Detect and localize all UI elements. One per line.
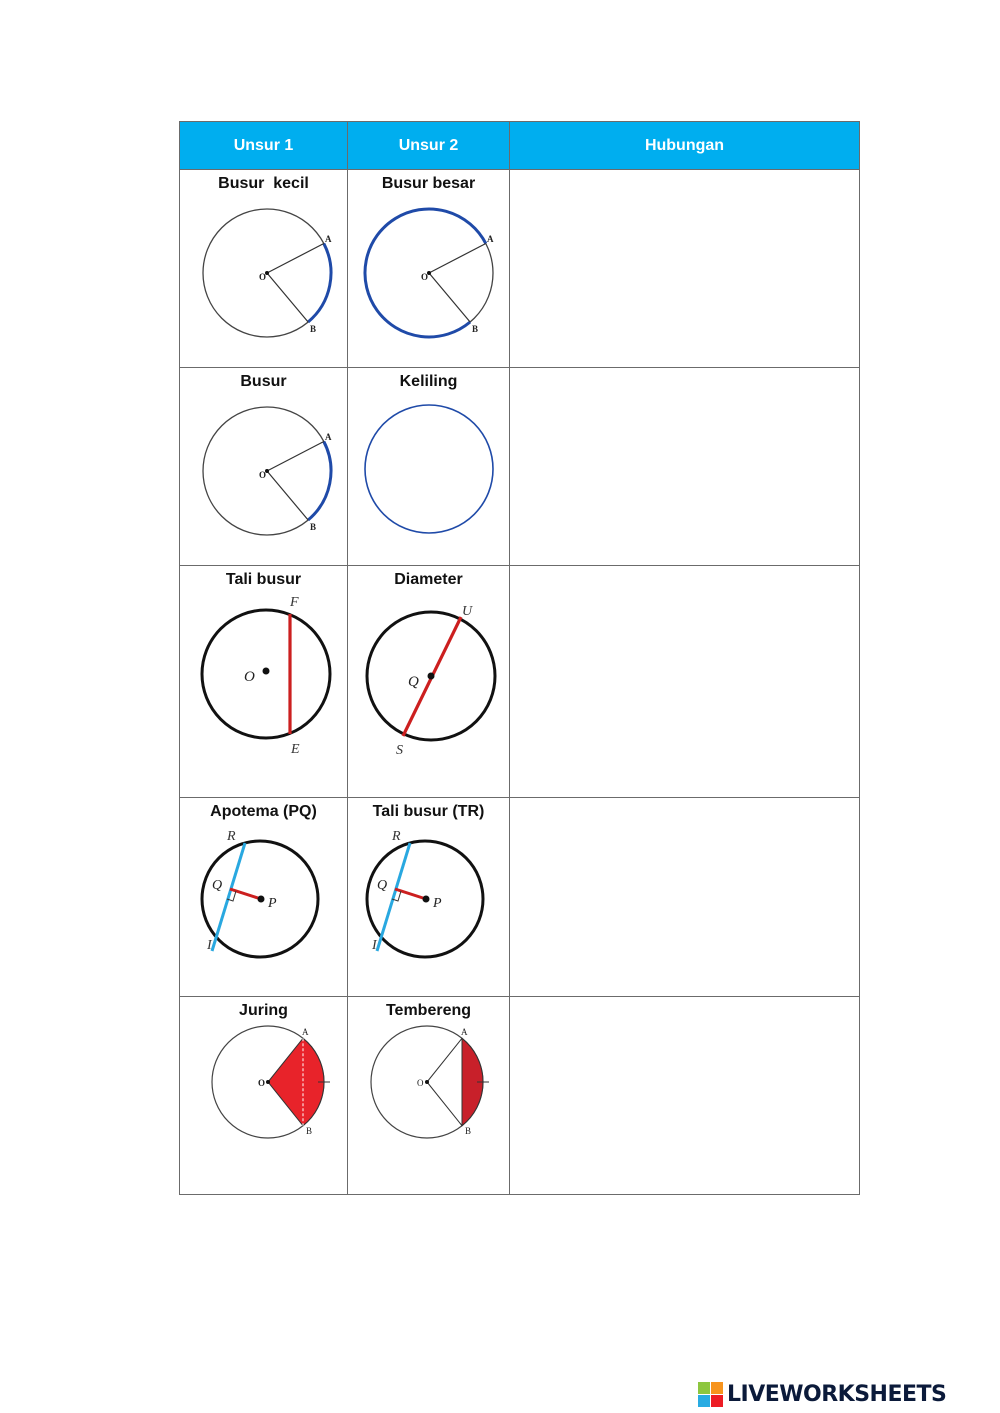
header-unsur-2: Unsur 2: [348, 122, 510, 170]
header-row: [180, 122, 860, 170]
header-unsur-1: Unsur 1: [180, 122, 348, 170]
label-u: U: [461, 604, 472, 619]
circumference-figure: [349, 391, 509, 561]
worksheet-table: [179, 121, 860, 1195]
label-i: I: [206, 938, 212, 953]
unsur1-cell: [180, 170, 348, 368]
label-e: E: [290, 742, 300, 757]
liveworksheets-logo-icon: [698, 1382, 723, 1407]
hubungan-answer-cell[interactable]: [510, 997, 860, 1195]
hubungan-answer-cell[interactable]: [510, 368, 860, 566]
unsur1-title: Busur kecil: [218, 175, 309, 192]
table-row: [180, 798, 860, 997]
logo-text: LIVEWORKSHEETS: [727, 1381, 947, 1407]
table-row: [180, 997, 860, 1195]
label-a: A: [460, 1027, 467, 1037]
label-f: F: [289, 595, 299, 610]
hubungan-answer-cell[interactable]: [510, 798, 860, 997]
unsur1-cell: [180, 798, 348, 997]
hubungan-answer-cell[interactable]: [510, 170, 860, 368]
label-s: S: [395, 743, 403, 758]
unsur2-title: Keliling: [399, 373, 458, 390]
unsur1-cell: [180, 997, 348, 1195]
unsur1-title: Juring: [239, 1002, 288, 1019]
label-r: R: [391, 829, 401, 844]
apothem-figure: [184, 821, 344, 991]
label-b: B: [309, 522, 316, 532]
label-o: O: [416, 1078, 423, 1088]
chord-tr-figure: [349, 821, 509, 991]
label-q: Q: [211, 878, 222, 893]
major-arc-figure: [349, 193, 509, 363]
label-o: O: [257, 1078, 265, 1088]
arc-figure: [184, 391, 344, 561]
label-o: O: [258, 272, 266, 282]
unsur2-cell: [348, 170, 510, 368]
chord-figure: [184, 589, 344, 789]
label-b: B: [309, 324, 316, 334]
table-row: [180, 170, 860, 368]
header-hubungan: Hubungan: [510, 122, 860, 170]
unsur2-title: Tembereng: [385, 1002, 472, 1019]
unsur2-cell: [348, 368, 510, 566]
label-r: R: [226, 829, 236, 844]
label-b: B: [464, 1126, 471, 1136]
label-b: B: [471, 324, 478, 334]
label-o: O: [243, 669, 255, 685]
unsur2-title: Busur besar: [381, 175, 476, 192]
unsur1-title: Apotema (PQ): [210, 803, 317, 820]
table-row: [180, 566, 860, 798]
unsur1-title: Tali busur: [225, 571, 302, 588]
label-o: O: [420, 272, 428, 282]
unsur2-title: Tali busur (TR): [372, 803, 485, 820]
unsur1-cell: [180, 368, 348, 566]
unsur2-cell: [348, 997, 510, 1195]
label-i: I: [371, 938, 377, 953]
diameter-figure: [349, 589, 509, 789]
unsur2-cell: [348, 566, 510, 798]
unsur2-cell: [348, 798, 510, 997]
hubungan-answer-cell[interactable]: [510, 566, 860, 798]
unsur1-title: Busur: [240, 373, 287, 390]
unsur1-cell: [180, 566, 348, 798]
label-a: A: [486, 234, 493, 244]
label-p: P: [432, 896, 442, 911]
liveworksheets-logo[interactable]: [698, 1378, 946, 1410]
segment-figure: [349, 1020, 509, 1190]
table-row: [180, 368, 860, 566]
sector-figure: [184, 1020, 344, 1190]
unsur2-title: Diameter: [394, 571, 463, 588]
label-o: O: [258, 470, 266, 480]
label-q: Q: [376, 878, 387, 893]
label-a: A: [324, 234, 331, 244]
label-p: P: [267, 896, 277, 911]
label-a: A: [301, 1027, 308, 1037]
label-a: A: [324, 432, 331, 442]
label-q: Q: [407, 674, 419, 690]
minor-arc-figure: [184, 193, 344, 363]
label-b: B: [305, 1126, 312, 1136]
